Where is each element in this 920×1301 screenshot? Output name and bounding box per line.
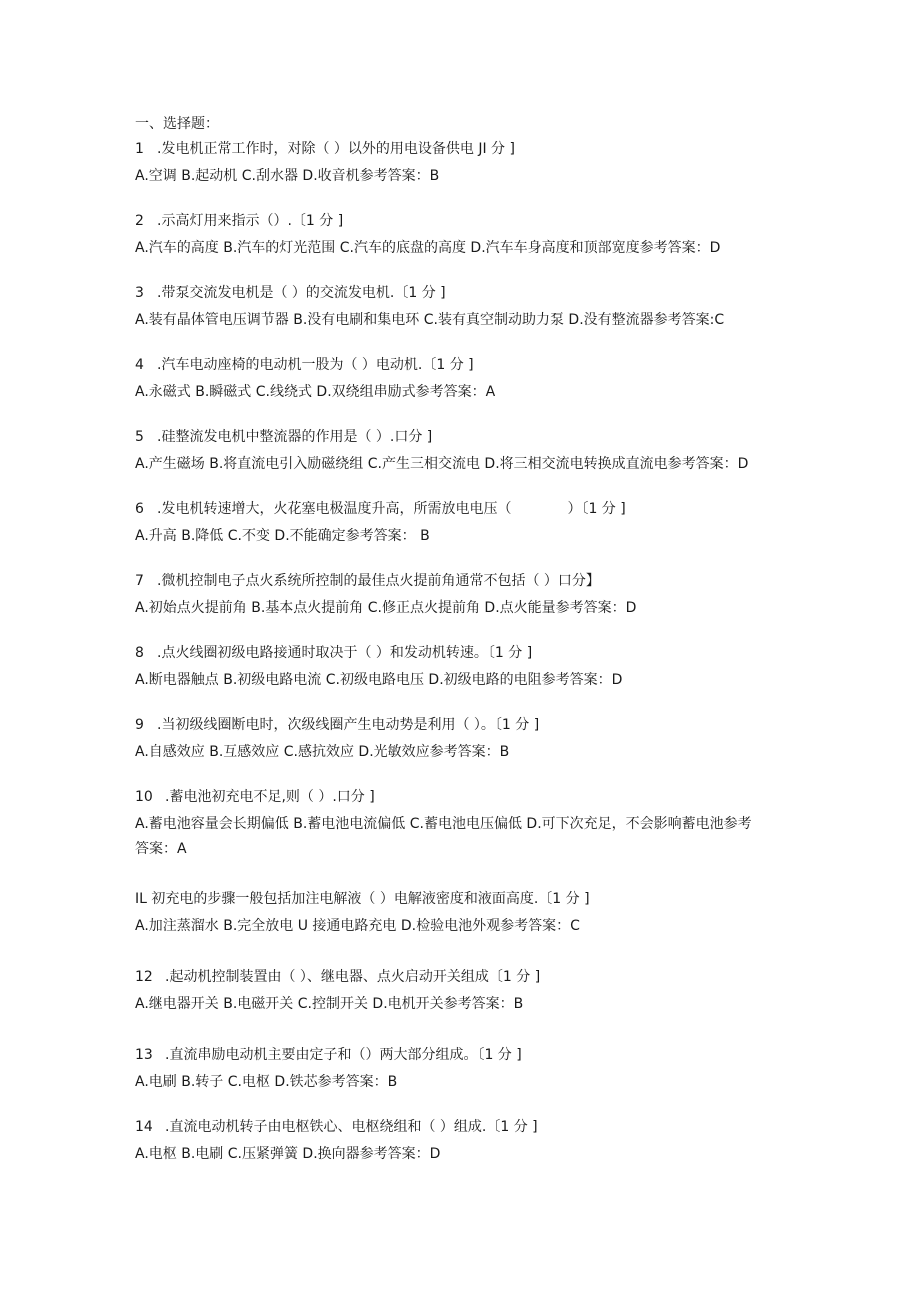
question-number: 4 <box>135 357 144 373</box>
question-7 <box>135 572 775 621</box>
answer-options: A.继电器开关 B.电磁开关 C.控制开关 D.电机开关参考答案：B <box>135 996 524 1012</box>
question-stem <box>135 212 775 230</box>
answer-options: A.汽车的高度 B.汽车的灯光范围 C.汽车的底盘的高度 D.汽车车身高度和顶部宽度参考答案：D <box>135 240 721 256</box>
question-text: .起动机控制装置由（ ）、继电器、点火启动开关组成〔1 分 ] <box>165 969 541 985</box>
question-number: 6 <box>135 501 144 517</box>
answer-options: A.加注蒸溜水 B.完全放电 U 接通电路充电 D.检验电池外观参考答案：C <box>135 918 580 934</box>
question-text: IL 初充电的步骤一般包括加注电解液（ ）电解液密度和液面高度.〔1 分 ] <box>135 891 590 907</box>
question-stem <box>135 644 775 662</box>
question-number: 5 <box>135 429 144 445</box>
answer-options: A.产生磁场 B.将直流电引入励磁绕组 C.产生三相交流电 D.将三相交流电转换成直流电参考答案：D <box>135 456 749 472</box>
question-stem <box>135 716 775 734</box>
question-stem <box>135 788 775 806</box>
question-stem <box>135 890 775 908</box>
question-stem <box>135 284 775 302</box>
question-number: 8 <box>135 645 144 661</box>
question-number: 14 <box>135 1119 153 1135</box>
question-number: 12 <box>135 969 153 985</box>
question-text: .点火线圈初级电路接通时取决于（ ）和发动机转速。〔1 分 ] <box>157 645 533 661</box>
question-9 <box>135 716 775 765</box>
question-5 <box>135 428 775 477</box>
question-stem <box>135 1046 775 1064</box>
question-10 <box>135 788 775 862</box>
question-number: 10 <box>135 789 153 805</box>
question-2 <box>135 212 775 261</box>
question-stem <box>135 1118 775 1136</box>
answer-options: A.空调 B.起动机 C.刮水器 D.收音机参考答案：B <box>135 168 440 184</box>
section-title: 一、选择题： <box>135 116 219 132</box>
question-stem <box>135 572 775 590</box>
question-stem <box>135 356 775 374</box>
answer-options: A.自感效应 B.互感效应 C.感抗效应 D.光敏效应参考答案：B <box>135 744 510 760</box>
question-number: 7 <box>135 573 144 589</box>
question-text: .汽车电动座椅的电动机一股为（ ）电动机.〔1 分 ] <box>157 357 474 373</box>
question-text: .发电机转速增大，火花塞电极温度升高，所需放电电压（ ）〔1 分 ] <box>157 501 626 517</box>
question-text: .蓄电池初充电不足,则（ ）.口分 ] <box>165 789 375 805</box>
question-text: .微机控制电子点火系统所控制的最佳点火提前角通常不包括（ ）口分】 <box>157 573 600 589</box>
question-text: .直流电动机转子由电枢铁心、电枢绕组和（ ）组成.〔1 分 ] <box>165 1119 538 1135</box>
answer-options: A.装有晶体管电压调节器 B.没有电刷和集电环 C.装有真空制动助力泵 D.没有整流器参考答案:C <box>135 312 725 328</box>
question-13 <box>135 1046 775 1095</box>
question-stem <box>135 500 775 518</box>
question-14 <box>135 1118 775 1167</box>
answer-options: A.蓄电池容量会长期偏低 B.蓄电池电流偏低 C.蓄电池电压偏低 D.可下次充足，不会影响蓄电池参考答案：A <box>135 816 752 857</box>
question-text: .带泵交流发电机是（ ）的交流发电机.〔1 分 ] <box>157 285 446 301</box>
question-number: 9 <box>135 717 144 733</box>
question-number: 3 <box>135 285 144 301</box>
question-6 <box>135 500 775 549</box>
question-number: 1 <box>135 141 144 157</box>
question-12 <box>135 968 775 1017</box>
question-8 <box>135 644 775 693</box>
question-number: 13 <box>135 1047 153 1063</box>
answer-options: A.电刷 B.转子 C.电枢 D.铁芯参考答案：B <box>135 1074 398 1090</box>
question-3 <box>135 284 775 333</box>
answer-options: A.永磁式 B.瞬磁式 C.线绕式 D.双绕组串励式参考答案：A <box>135 384 496 400</box>
question-stem <box>135 968 775 986</box>
question-stem <box>135 140 775 158</box>
question-4 <box>135 356 775 405</box>
question-stem <box>135 428 775 446</box>
question-text: .直流串励电动机主要由定子和（）两大部分组成。〔1 分 ] <box>165 1047 522 1063</box>
question-text: .发电机正常工作时，对除（ ）以外的用电设备供电 JI 分 ] <box>157 141 515 157</box>
question-text: .当初级线圈断电时，次级线圈产生电动势是利用（ ）。〔1 分 ] <box>157 717 540 733</box>
question-1 <box>135 140 775 189</box>
answer-options: A.初始点火提前角 B.基本点火提前角 C.修正点火提前角 D.点火能量参考答案：D <box>135 600 637 616</box>
answer-options: A.断电器触点 B.初级电路电流 C.初级电路电压 D.初级电路的电阻参考答案：D <box>135 672 623 688</box>
answer-options: A.电枢 B.电刷 C.压紧弹簧 D.换向器参考答案：D <box>135 1146 441 1162</box>
question-text: .示高灯用来指示（）.〔1 分 ] <box>157 213 344 229</box>
question-11 <box>135 890 775 939</box>
question-text: .硅整流发电机中整流器的作用是（ ）.口分 ] <box>157 429 433 445</box>
question-number: 2 <box>135 213 144 229</box>
answer-options: A.升高 B.降低 C.不变 D.不能确定参考答案： B <box>135 528 430 544</box>
